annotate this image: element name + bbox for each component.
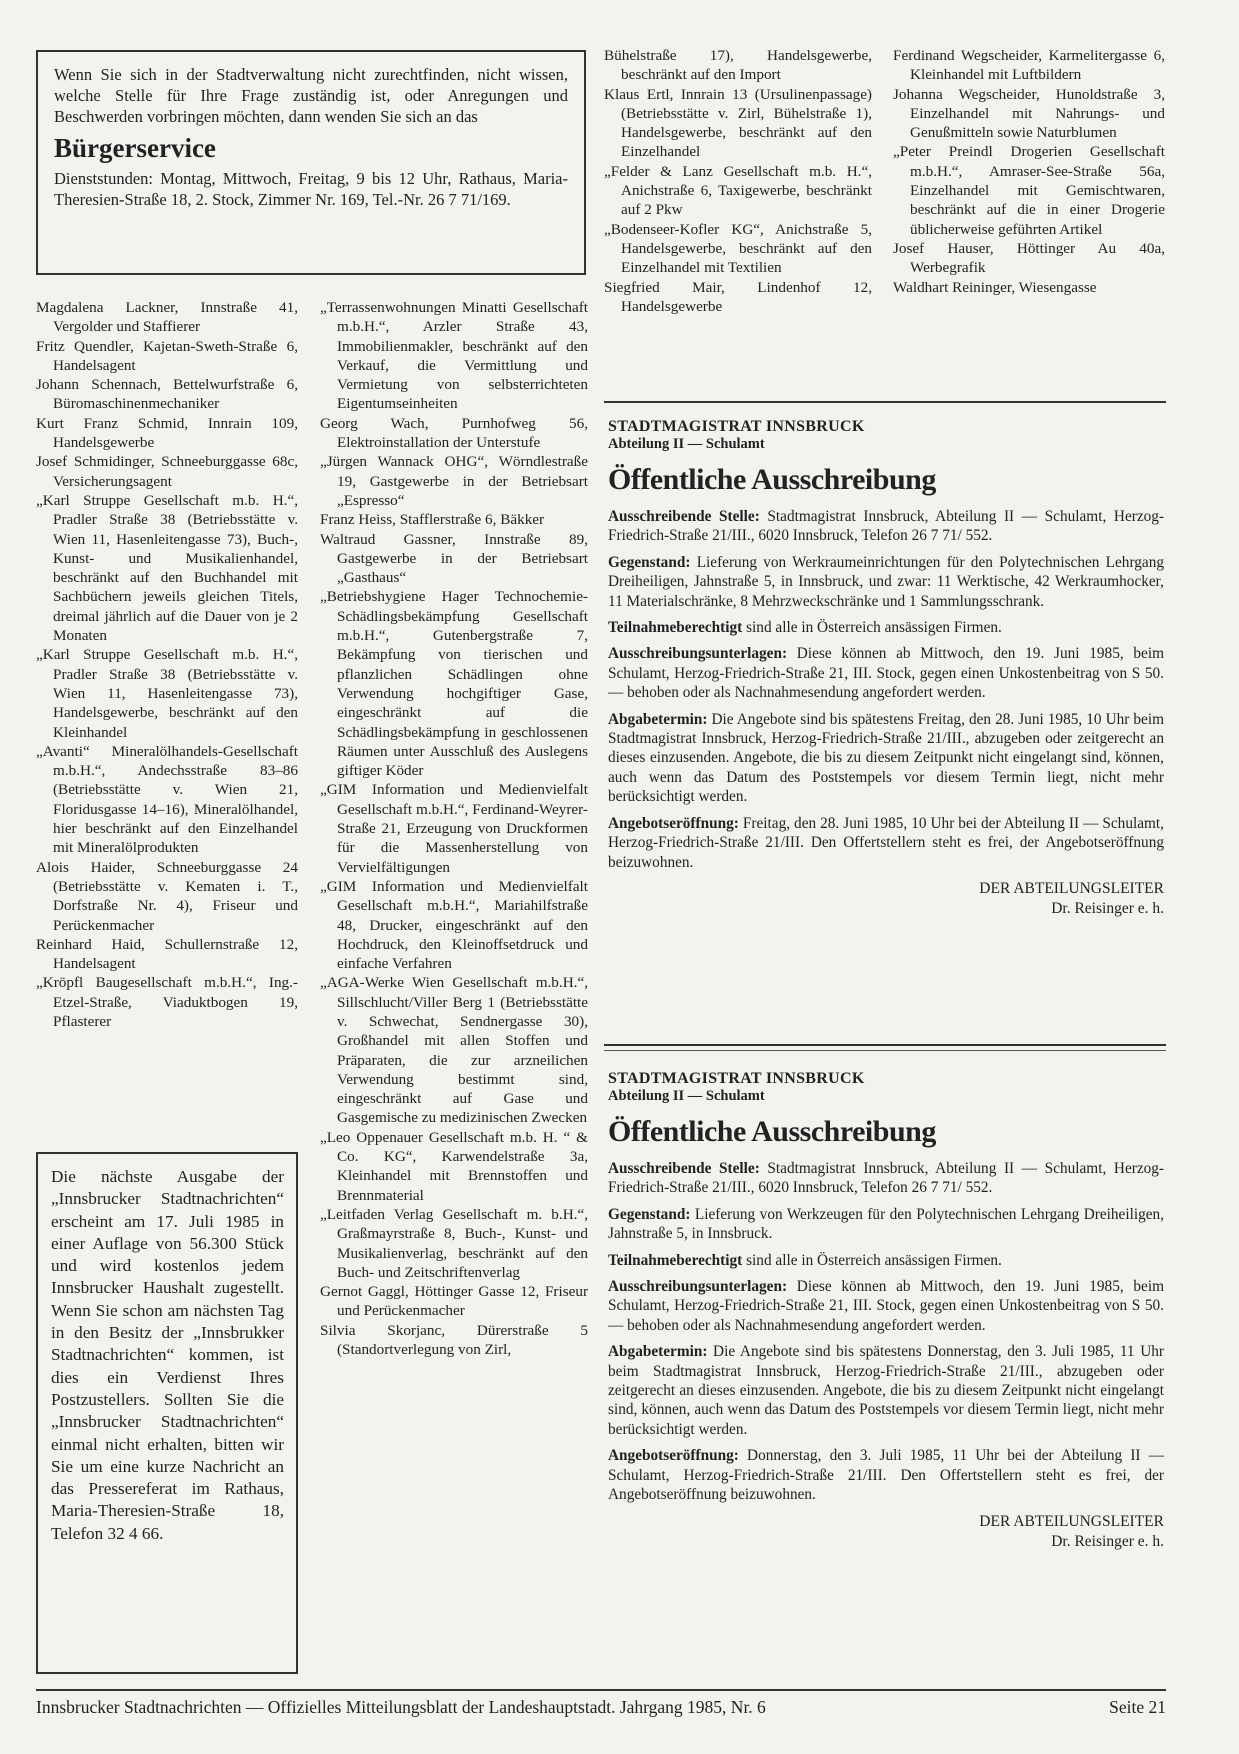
signature-name: Dr. Reisinger e. h. bbox=[1051, 899, 1164, 917]
list-item: „Karl Struppe Gesellschaft m.b. H.“, Pradler Straße 38 (Betriebsstätte v. Wien 11, Hasenleitengasse 73), Handelsgewerbe, beschränkt auf den Kleinhandel bbox=[36, 646, 298, 741]
list-item: Magdalena Lackner, Innstraße 41, Vergolder und Staffierer bbox=[36, 299, 298, 336]
tender-notice-2 bbox=[608, 1070, 1164, 1552]
list-item: „Terrassenwohnungen Minatti Gesellschaft m.b.H.“, Arzler Straße 43, Immobilienmakler, beschränkt auf den Verkauf, die Vermittlung und Vermietung von selbsterrichteten Eigentumseinheiten bbox=[320, 299, 588, 413]
notice-paragraph: Teilnahmeberechtigt sind alle in Österreich ansässigen Firmen. bbox=[608, 619, 1002, 637]
list-item: Johann Schennach, Bettelwurfstraße 6, Büromaschinenmechaniker bbox=[36, 376, 298, 413]
notice-kicker: STADTMAGISTRAT INNSBRUCK bbox=[608, 1070, 865, 1087]
list-item: Siegfried Mair, Lindenhof 12, Handelsgewerbe bbox=[604, 278, 872, 315]
list-item: „GIM Information und Medienvielfalt Gesellschaft m.b.H.“, Ferdinand-Weyrer-Straße 21, Erzeugung von Druckformen für die Massenherstellung von Vervielfältigungen bbox=[320, 781, 588, 876]
list-item: Fritz Quendler, Kajetan-Sweth-Straße 6, Handelsagent bbox=[36, 337, 298, 374]
next-issue-text: Die nächste Ausgabe der „Innsbrucker Stadtnachrichten“ erscheint am 17. Juli 1985 in einer Auflage von 56.300 Stück und wird kostenlos jedem Innsbrucker Haushalt zugestellt. Wenn Sie schon am nächsten Tag in den Besitz der „Innsbrukker Stadtnachrichten“ kommen, ist dies ein Verdienst Ihres Postzustellers. Sollten Sie die „Innsbrucker Stadtnachrichten“ einmal nicht erhalten, bitten wir Sie um eine kurze Nachricht an das Pressereferat im Rathaus, Maria-Theresien-Straße 18, Telefon 32 4 66. bbox=[51, 1167, 284, 1543]
notice-paragraph: Gegenstand: Lieferung von Werkraumeinrichtungen für den Polytechnischen Lehrgang Dreiheiligen, Jahnstraße 5, in Innsbruck, und zwar: 11 Werktische, 42 Werkraumhocker, 11 Materialschränke, 8 Mehrzweckschränke und 1 Sammlungsschrank. bbox=[608, 553, 1164, 610]
divider-thin bbox=[604, 1050, 1166, 1051]
column1-list bbox=[36, 298, 298, 1031]
notice-headline: Öffentliche Ausschreibung bbox=[608, 463, 936, 496]
footer-rule bbox=[36, 1689, 1166, 1691]
buergerservice-intro: Wenn Sie sich in der Stadtverwaltung nicht zurechtfinden, nicht wissen, welche Stelle für Ihre Frage zuständig ist, oder Anregungen und Beschwerden vorbringen möchten, dann wenden Sie sich an das bbox=[54, 65, 568, 126]
list-item: „Betriebshygiene Hager Technochemie-Schädlingsbekämpfung Gesellschaft m.b.H.“, Gutenbergstraße 7, Bekämpfung von tierischen und pflanzlichen Schädlingen ohne Verwendung hochgiftiger Gase, eingeschränkt auf die Schädlingsbekämpfung in geschlossenen Räumen unter Ausschluß des Auslegens giftiger Köder bbox=[320, 588, 588, 780]
list-item: Johanna Wegscheider, Hunoldstraße 3, Einzelhandel mit Nahrungs- und Genußmitteln sowie Naturblumen bbox=[893, 85, 1165, 142]
tender-notice-1 bbox=[608, 418, 1164, 919]
notice-paragraph: Ausschreibungsunterlagen: Diese können ab Mittwoch, den 19. Juni 1985, beim Schulamt, Herzog-Friedrich-Straße 21, III. Stock, gegen einen Unkostenbeitrag von S 50.— behoben oder als Nachnahmesendung angefordert werden. bbox=[608, 1278, 1164, 1334]
list-item: Alois Haider, Schneeburggasse 24 (Betriebsstätte v. Kematen i. T., Dorfstraße Nr. 4), Friseur und Perückenmacher bbox=[36, 858, 298, 934]
footer-publication: Innsbrucker Stadtnachrichten — Offizielles Mitteilungsblatt der Landeshauptstadt. Jahrgang 1985, Nr. 6 bbox=[36, 1697, 766, 1717]
list-item: Silvia Skorjanc, Dürerstraße 5 (Standortverlegung von Zirl, bbox=[320, 1321, 588, 1359]
notice-paragraph: Ausschreibungsunterlagen: Diese können ab Mittwoch, den 19. Juni 1985, beim Schulamt, Herzog-Friedrich-Straße 21, III. Stock, gegen einen Unkostenbeitrag von S 50.— behoben oder als Nachnahmesendung angefordert werden. bbox=[608, 645, 1164, 702]
list-item: Waltraud Gassner, Innstraße 89, Gastgewerbe in der Betriebsart „Gasthaus“ bbox=[320, 530, 588, 587]
list-item: Kurt Franz Schmid, Innrain 109, Handelsgewerbe bbox=[36, 414, 298, 452]
notice-paragraph: Ausschreibende Stelle: Stadtmagistrat Innsbruck, Abteilung II — Schulamt, Herzog-Friedrich-Straße 21/III., 6020 Innsbruck, Telefon 26 7 71/ 552. bbox=[608, 508, 1165, 545]
list-item: Gernot Gaggl, Höttinger Gasse 12, Friseur und Perückenmacher bbox=[320, 1283, 588, 1320]
notice-headline: Öffentliche Ausschreibung bbox=[608, 1115, 936, 1148]
signature-name: Dr. Reisinger e. h. bbox=[1051, 1532, 1164, 1550]
list-item: „Peter Preindl Drogerien Gesellschaft m.b.H.“, Amraser-See-Straße 56a, Einzelhandel mit Gemischtwaren, beschränkt auf die in einer Drogerie üblicherweise geführten Artikel bbox=[893, 143, 1165, 238]
notice-paragraph: Ausschreibende Stelle: Stadtmagistrat Innsbruck, Abteilung II — Schulamt, Herzog-Friedrich-Straße 21/III., 6020 Innsbruck, Telefon 26 7 71/ 552. bbox=[608, 1160, 1165, 1197]
notice-paragraph: Abgabetermin: Die Angebote sind bis spätestens Freitag, den 28. Juni 1985, 10 Uhr beim Stadtmagistrat Innsbruck, Herzog-Friedrich-Straße 21/III., abzugeben oder zeitgerecht an dieses einzusenden. Angebote, die bis zu diesem Zeitpunkt nicht eingelangt sind, können, auch wenn das Datum des Poststempels vor diesem Termin liegt, nicht mehr berücksichtigt werden. bbox=[608, 710, 1164, 806]
list-item: Georg Wach, Purnhofweg 56, Elektroinstallation der Unterstufe bbox=[320, 414, 588, 452]
notice-subkicker: Abteilung II — Schulamt bbox=[608, 436, 765, 452]
notice-kicker: STADTMAGISTRAT INNSBRUCK bbox=[608, 418, 865, 435]
signature-title: DER ABTEILUNGSLEITER bbox=[979, 1512, 1164, 1530]
notice-paragraph: Angebotseröffnung: Freitag, den 28. Juni 1985, 10 Uhr bei der Abteilung II — Schulamt, Herzog-Friedrich-Straße 21/III. Den Offertstellern steht es frei, der Angebotseröffnung beizuwohnen. bbox=[608, 814, 1164, 871]
next-issue-box bbox=[36, 1152, 298, 1674]
notice-paragraph: Gegenstand: Lieferung von Werkzeugen für den Polytechnischen Lehrgang Dreiheiligen, Jahnstraße 5, in Innsbruck. bbox=[608, 1205, 1164, 1243]
buergerservice-hours: Dienststunden: Montag, Mittwoch, Freitag, 9 bis 12 Uhr, Rathaus, Maria-Theresien-Straße 18, 2. Stock, Zimmer Nr. 169, Tel.-Nr. 26 7 71/169. bbox=[54, 169, 568, 209]
list-item: „GIM Information und Medienvielfalt Gesellschaft m.b.H.“, Mariahilfstraße 48, Drucker, eingeschränkt auf den Hochdruck, den Kleinoffsetdruck und einfache Verfahren bbox=[320, 877, 588, 973]
buergerservice-box bbox=[36, 50, 586, 275]
list-item: „AGA-Werke Wien Gesellschaft m.b.H.“, Sillschlucht/Viller Berg 1 (Betriebsstätte v. Schwechat, Sendnergasse 30), Großhandel mit allen Stoffen und Präparaten, die zur arzneilichen Verwendung bestimmt sind, eingeschränkt auf Gase und Gasgemische zu medizinischen Zwecken bbox=[320, 974, 588, 1127]
list-item: „Bodenseer-Kofler KG“, Anichstraße 5, Handelsgewerbe, beschränkt auf den Einzelhandel mit Textilien bbox=[604, 220, 872, 277]
column4-list bbox=[893, 46, 1165, 297]
list-item: Josef Schmidinger, Schneeburggasse 68c, Versicherungsagent bbox=[36, 453, 298, 490]
divider bbox=[604, 401, 1166, 403]
notice-paragraph: Abgabetermin: Die Angebote sind bis spätestens Donnerstag, den 3. Juli 1985, 11 Uhr beim Stadtmagistrat Innsbruck, Herzog-Friedrich-Straße 21/III., abzugeben oder zeitgerecht an dieses einzusenden. Angebote, die bis zu diesem Zeitpunkt nicht eingelangt sind, können, auch wenn das Datum des Poststempels vor diesem Termin liegt, nicht mehr berücksichtigt werden. bbox=[608, 1343, 1164, 1438]
list-item: „Jürgen Wannack OHG“, Wörndlestraße 19, Gastgewerbe in der Betriebsart „Espresso“ bbox=[320, 453, 588, 509]
notice-paragraph: Teilnahmeberechtigt sind alle in Österreich ansässigen Firmen. bbox=[608, 1251, 1002, 1269]
list-item: „Leo Oppenauer Gesellschaft m.b. H. “ & Co. KG“, Karwendelstraße 3a, Kleinhandel mit Brennstoffen und Brennmaterial bbox=[320, 1128, 588, 1204]
signature-title: DER ABTEILUNGSLEITER bbox=[979, 879, 1164, 897]
list-item: „Leitfaden Verlag Gesellschaft m. b.H.“, Graßmayrstraße 8, Buch-, Kunst- und Musikalienverlag, beschränkt auf den Buch- und Zeitschriftenverlag bbox=[320, 1205, 588, 1281]
notice-subkicker: Abteilung II — Schulamt bbox=[608, 1088, 765, 1104]
column3-list bbox=[604, 46, 872, 316]
list-item: Franz Heiss, Stafflerstraße 6, Bäkker bbox=[320, 511, 545, 529]
notice-paragraph: Angebotseröffnung: Donnerstag, den 3. Juli 1985, 11 Uhr bei der Abteilung II — Schulamt, Herzog-Friedrich-Straße 21/III. Den Offertstellern steht es frei, der Angebotseröffnung beizuwohnen. bbox=[608, 1447, 1164, 1504]
list-item: „Felder & Lanz Gesellschaft m.b. H.“, Anichstraße 6, Taxigewerbe, beschränkt auf 2 Pkw bbox=[604, 162, 872, 219]
list-item: „Kröpfl Baugesellschaft m.b.H.“, Ing.-Etzel-Straße, Viaduktbogen 19, Pflasterer bbox=[36, 974, 298, 1030]
list-item: Waldhart Reininger, Wiesengasse bbox=[893, 278, 1097, 296]
divider bbox=[604, 1044, 1166, 1046]
list-item: Klaus Ertl, Innrain 13 (Ursulinenpassage) (Betriebsstätte v. Zirl, Bühelstraße 1), Handelsgewerbe, beschränkt auf den Einzelhandel bbox=[604, 85, 872, 161]
buergerservice-title: Bürgerservice bbox=[54, 133, 216, 163]
list-item: Bühelstraße 17), Handelsgewerbe, beschränkt auf den Import bbox=[604, 47, 872, 84]
list-item: Ferdinand Wegscheider, Karmelitergasse 6, Kleinhandel mit Luftbildern bbox=[893, 47, 1165, 84]
footer-page-number: Seite 21 bbox=[1109, 1697, 1166, 1717]
list-item: „Avanti“ Mineralölhandels-Gesellschaft m.b.H.“, Andechsstraße 83–86 (Betriebsstätte v. Wien 21, Floridusgasse 14–16), Mineralölhandel, hier beschränkt auf den Einzelhandel mit Mineralölprodukten bbox=[36, 742, 298, 857]
list-item: Reinhard Haid, Schullernstraße 12, Handelsagent bbox=[36, 935, 298, 973]
list-item: „Karl Struppe Gesellschaft m.b. H.“, Pradler Straße 38 (Betriebsstätte v. Wien 11, Hasenleitengasse 73), Buch-, Kunst- und Musikalienhandel, beschränkt auf den Buchhandel mit Sachbüchern jeweils gleichen Titels, dreimal jährlich auf die Dauer von je 2 Monaten bbox=[36, 491, 298, 645]
column2-list bbox=[320, 298, 588, 1359]
list-item: Josef Hauser, Höttinger Au 40a, Werbegrafik bbox=[893, 239, 1165, 277]
